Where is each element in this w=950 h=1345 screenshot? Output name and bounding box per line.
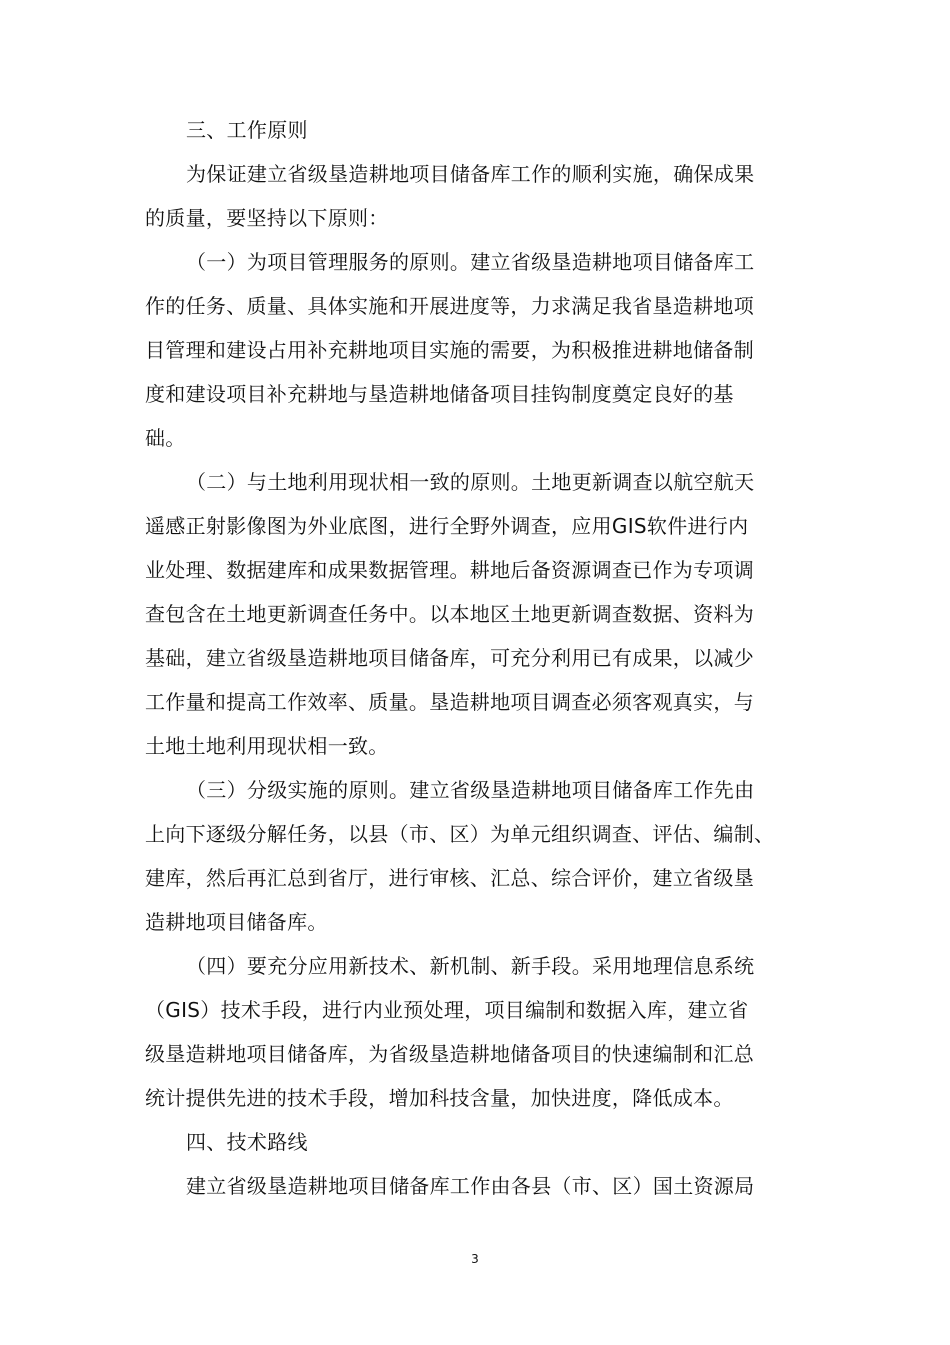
paragraph-line: 上向下逐级分解任务，以县（市、区）为单元组织调查、评估、编制、 xyxy=(145,822,775,846)
paragraph-line: 工作量和提高工作效率、质量。垦造耕地项目调查必须客观真实，与 xyxy=(145,690,754,714)
paragraph-line: 统计提供先进的技术手段，增加科技含量，加快进度，降低成本。 xyxy=(145,1086,734,1110)
paragraph-line: 查包含在土地更新调查任务中。以本地区土地更新调查数据、资料为 xyxy=(145,602,754,626)
paragraph-line: （三）分级实施的原则。建立省级垦造耕地项目储备库工作先由 xyxy=(186,778,755,802)
paragraph-line: 为保证建立省级垦造耕地项目储备库工作的顺利实施，确保成果 xyxy=(186,162,755,186)
paragraph-line: （GIS）技术手段，进行内业预处理，项目编制和数据入库，建立省 xyxy=(145,998,749,1022)
paragraph-line: 土地土地利用现状相一致。 xyxy=(145,734,389,758)
paragraph-line: 础。 xyxy=(145,426,186,450)
page-number: 3 xyxy=(471,1252,479,1266)
paragraph-line: 造耕地项目储备库。 xyxy=(145,910,328,934)
paragraph-line: （二）与土地利用现状相一致的原则。土地更新调查以航空航天 xyxy=(186,470,755,494)
paragraph-line: 作的任务、质量、具体实施和开展进度等，力求满足我省垦造耕地项 xyxy=(145,294,754,318)
paragraph-line: 级垦造耕地项目储备库，为省级垦造耕地储备项目的快速编制和汇总 xyxy=(145,1042,754,1066)
paragraph-line: （一）为项目管理服务的原则。建立省级垦造耕地项目储备库工 xyxy=(186,250,755,274)
paragraph-line: 业处理、数据建库和成果数据管理。耕地后备资源调查已作为专项调 xyxy=(145,558,754,582)
paragraph-line: （四）要充分应用新技术、新机制、新手段。采用地理信息系统 xyxy=(186,954,755,978)
paragraph-line: 建立省级垦造耕地项目储备库工作由各县（市、区）国土资源局 xyxy=(186,1174,755,1198)
paragraph-line: 目管理和建设占用补充耕地项目实施的需要，为积极推进耕地储备制 xyxy=(145,338,754,362)
paragraph-line: 建库，然后再汇总到省厅，进行审核、汇总、综合评价，建立省级垦 xyxy=(145,866,754,890)
paragraph-line: 基础，建立省级垦造耕地项目储备库，可充分利用已有成果，以减少 xyxy=(145,646,754,670)
paragraph-line: 遥感正射影像图为外业底图，进行全野外调查，应用GIS软件进行内 xyxy=(145,514,749,538)
section-heading-technical-route: 四、技术路线 xyxy=(186,1130,308,1154)
paragraph-line: 的质量，要坚持以下原则： xyxy=(145,206,389,230)
section-heading-principles: 三、工作原则 xyxy=(186,118,308,142)
paragraph-line: 度和建设项目补充耕地与垦造耕地储备项目挂钩制度奠定良好的基 xyxy=(145,382,734,406)
